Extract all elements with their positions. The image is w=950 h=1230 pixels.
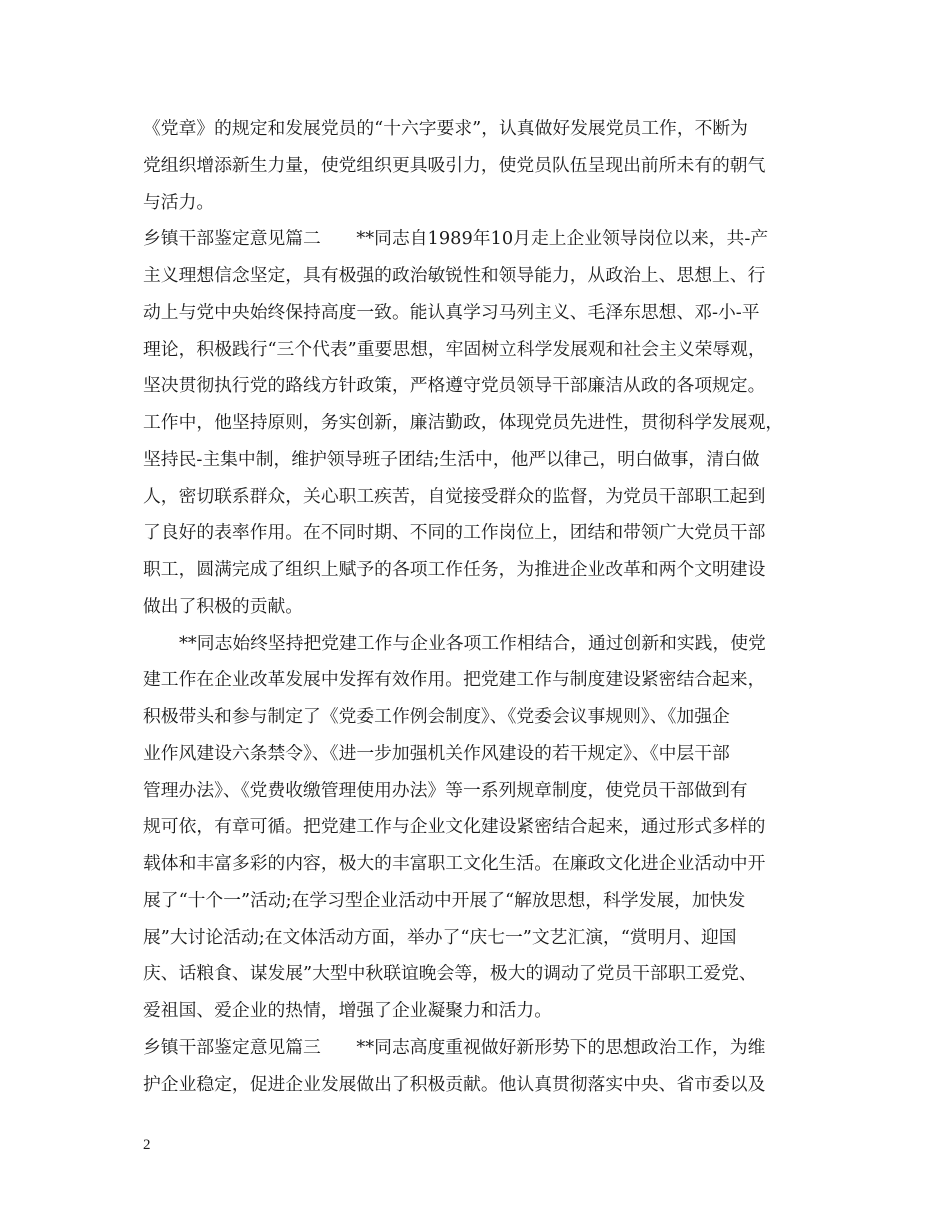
text-line: 工作中，他坚持原则，务实创新，廉洁勤政，体现党员先进性，贯彻科学发展观， xyxy=(143,412,784,433)
text-line: 规可依，有章可循。把党建工作与企业文化建设紧密结合起来，通过形式多样的 xyxy=(143,816,766,837)
text-line: 业作风建设六条禁令》、《进一步加强机关作风建设的若干规定》、《中层干部 xyxy=(143,743,730,764)
paragraph-first-line: **同志始终坚持把党建工作与企业各项工作相结合，通过创新和实践，使党 xyxy=(179,633,766,654)
text-line: 主义理想信念坚定，具有极强的政治敏锐性和领导能力，从政治上、思想上、行 xyxy=(143,265,766,286)
text-line: 动上与党中央始终保持高度一致。能认真学习马列主义、毛泽东思想、邓-小-平 xyxy=(143,302,760,323)
text-line: 做出了积极的贡献。 xyxy=(143,596,304,617)
text-line: 党组织增添新生力量，使党组织更具吸引力，使党员队伍呈现出前所未有的朝气 xyxy=(143,155,766,176)
text-line: 《党章》的规定和发展党员的“十六字要求”，认真做好发展党员工作，不断为 xyxy=(143,118,748,139)
section-heading-line: 乡镇干部鉴定意见篇二 **同志自1989年10月走上企业领导岗位以来，共-产 xyxy=(143,228,769,249)
text-line: 展了“十个一”活动;在学习型企业活动中开展了“解放思想，科学发展，加快发 xyxy=(143,890,746,911)
text-line: 载体和丰富多彩的内容，极大的丰富职工文化生活。在廉政文化进企业活动中开 xyxy=(143,853,766,874)
text-line: 了良好的表率作用。在不同时期、不同的工作岗位上，团结和带领广大党员干部 xyxy=(143,522,766,543)
page-number: 2 xyxy=(143,1137,151,1153)
text-line: 理论，积极践行“三个代表”重要思想，牢固树立科学发展观和社会主义荣辱观， xyxy=(143,339,766,360)
text-line: 庆、话粮食、谋发展”大型中秋联谊晚会等，极大的调动了党员干部职工爱党、 xyxy=(143,963,757,984)
text-line: 积极带头和参与制定了《党委工作例会制度》、《党委会议事规则》、《加强企 xyxy=(143,706,730,727)
text-line: 建工作在企业改革发展中发挥有效作用。把党建工作与制度建设紧密结合起来， xyxy=(143,669,766,690)
text-line: 展”大讨论活动;在文体活动方面，举办了“庆七一”文艺汇演，“赏明月、迎国 xyxy=(143,927,737,948)
text-line: 人，密切联系群众，关心职工疾苦，自觉接受群众的监督，为党员干部职工起到 xyxy=(143,486,766,507)
text-line: 坚持民-主集中制，维护领导班子团结;生活中，他严以律己，明白做事，清白做 xyxy=(143,449,760,470)
text-line: 坚决贯彻执行党的路线方针政策，严格遵守党员领导干部廉洁从政的各项规定。 xyxy=(143,375,766,396)
text-line: 管理办法》、《党费收缴管理使用办法》等一系列规章制度，使党员干部做到有 xyxy=(143,780,748,801)
text-line: 职工，圆满完成了组织上赋予的各项工作任务，为推进企业改革和两个文明建设 xyxy=(143,559,766,580)
text-line: 与活力。 xyxy=(143,192,215,213)
section-heading-line: 乡镇干部鉴定意见篇三 **同志高度重视做好新形势下的思想政治工作，为维 xyxy=(143,1037,766,1058)
text-line: 护企业稳定，促进企业发展做出了积极贡献。他认真贯彻落实中央、省市委以及 xyxy=(143,1074,766,1095)
text-line: 爱祖国、爱企业的热情，增强了企业凝聚力和活力。 xyxy=(143,1000,552,1021)
